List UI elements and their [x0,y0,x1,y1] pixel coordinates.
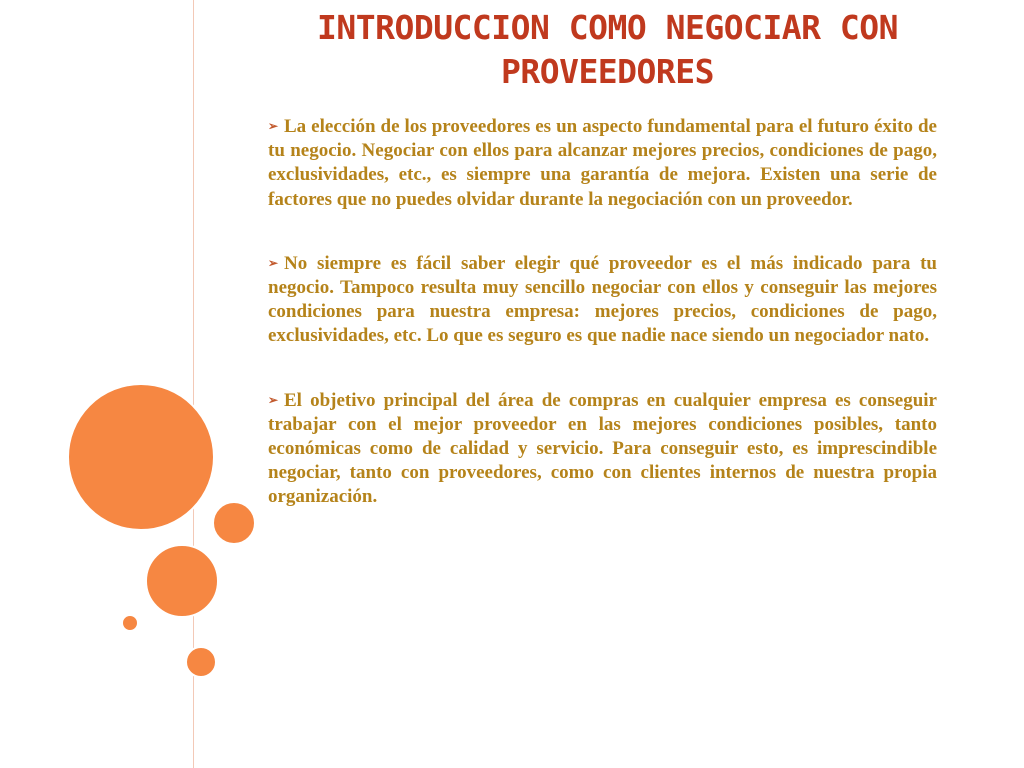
slide-title: INTRODUCCION COMO NEGOCIAR CON PROVEEDORES [316,8,899,91]
arrow-bullet-icon: ➢ [268,255,279,270]
circle-decoration-medium-upper [212,501,256,545]
circle-decoration-small [185,646,217,678]
slide-content [268,114,937,510]
arrow-bullet-icon: ➢ [268,392,279,407]
paragraph-text: El objetivo principal del área de compras en cualquier empresa es conseguir trabajar con el mejor proveedor en las mejores condiciones posibles, tanto económicas como de calidad y servicio. Para conseguir esto, es imprescindible negociar, tanto con proveedores, como con clientes internos de nuestra propia organización. [268,389,937,508]
paragraph-text: No siempre es fácil saber elegir qué proveedor es el más indicado para tu negocio. Tampoco resulta muy sencillo negociar con ellos y conseguir las mejores condiciones para nuestra empresa: mejores precios, condiciones de pago, exclusividades, etc. Lo que es seguro es que nadie nace siendo un negociador nato. [268,252,937,347]
paragraph-text: La elección de los proveedores es un aspecto fundamental para el futuro éxito de tu negocio. Negociar con ellos para alcanzar mejores precios, condiciones de pago, exclusividades, etc., es siempre una garantía de mejora. Existen una serie de factores que no puedes olvidar durante la negociación con un proveedor. [268,116,937,210]
circle-decoration-medium [145,544,219,618]
bullet-paragraph-3 [268,388,937,510]
circle-decoration-tiny [121,614,139,632]
arrow-bullet-icon: ➢ [268,119,279,133]
bullet-paragraph-1 [268,114,937,212]
circle-decoration-large [67,383,215,531]
bullet-paragraph-2 [268,251,937,349]
